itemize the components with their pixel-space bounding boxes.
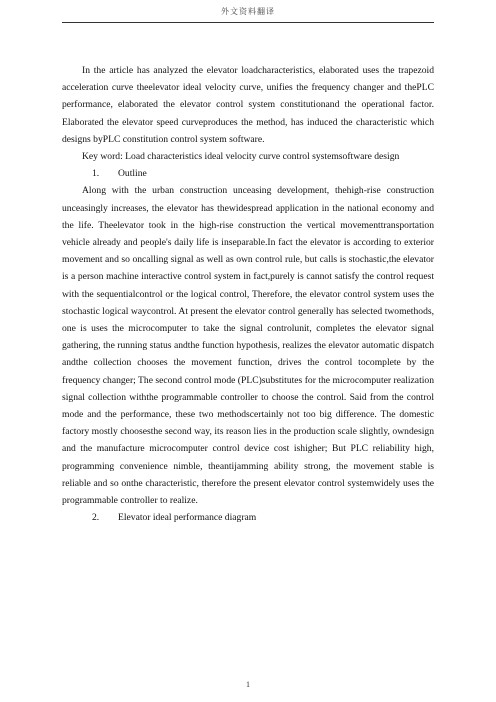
page-header-title: 外文资料翻译 [221, 7, 275, 16]
page-number: 1 [246, 680, 250, 689]
header-rule [62, 22, 434, 23]
section-heading-outline [62, 165, 434, 182]
body-paragraph: Along with the urban construction unceasing development, thehigh-rise construction unceasingly increases, the elevator has thewidespread application in the national economy and the life. Theelevator took in the high-rise construction the vertical movementtransportation vehicle already and people's daily life is inseparable.In fact the elevator is according to exterior movement and so oncalling signal as well as own control rule, but calls is stochastic,the elevator is a person machine interactive control system in fact,purely is cannot satisfy the control request with the sequentialcontrol or the logical control, Therefore, the elevator control system uses the stochastic logical waycontrol. At present the elevator control generally has selected twomethods, one is uses the microcomputer to take the signal controlunit, completes the elevator signal gathering, the running status andthe function hypothesis, realizes the elevator automatic dispatch andthe collection chooses the movement function, drives the control tocomplete by the frequency changer; The second control mode (PLC)substitutes for the microcomputer realization signal collection withthe programmable controller to choose the control. Said from the control mode and the performance, these two methodscertainly not too big difference. The domestic factory mostly choosesthe second way, its reason lies in the production scale slightly, owndesign and the manufacture microcomputer control device cost ishigher; But PLC reliability high, programming convenience nimble, theantijamming ability strong, the movement stable is reliable and so onthe characteristic, therefore the present elevator control systemwidely uses the programmable controller to realize. [62, 185, 434, 507]
abstract-paragraph: In the article has analyzed the elevator loadcharacteristics, elaborated uses the trapezoid acceleration curve theelevator ideal velocity curve, unifies the frequency changer and thePLC performance, elaborated the elevator control system constitutionand the operational factor. Elaborated the elevator speed curveproduces the method, has induced the characteristic which designs byPLC constitution control system software. [62, 65, 434, 145]
page-content [62, 62, 434, 526]
section-number: 1. [92, 168, 100, 180]
section-heading-ideal-performance [62, 509, 434, 526]
section-title: Elevator ideal performance diagram [118, 512, 257, 524]
keywords-line: Key word: Load characteristics ideal velocity curve control systemsoftware design [82, 151, 400, 163]
section-number: 2. [92, 512, 100, 524]
section-title: Outline [118, 168, 147, 180]
